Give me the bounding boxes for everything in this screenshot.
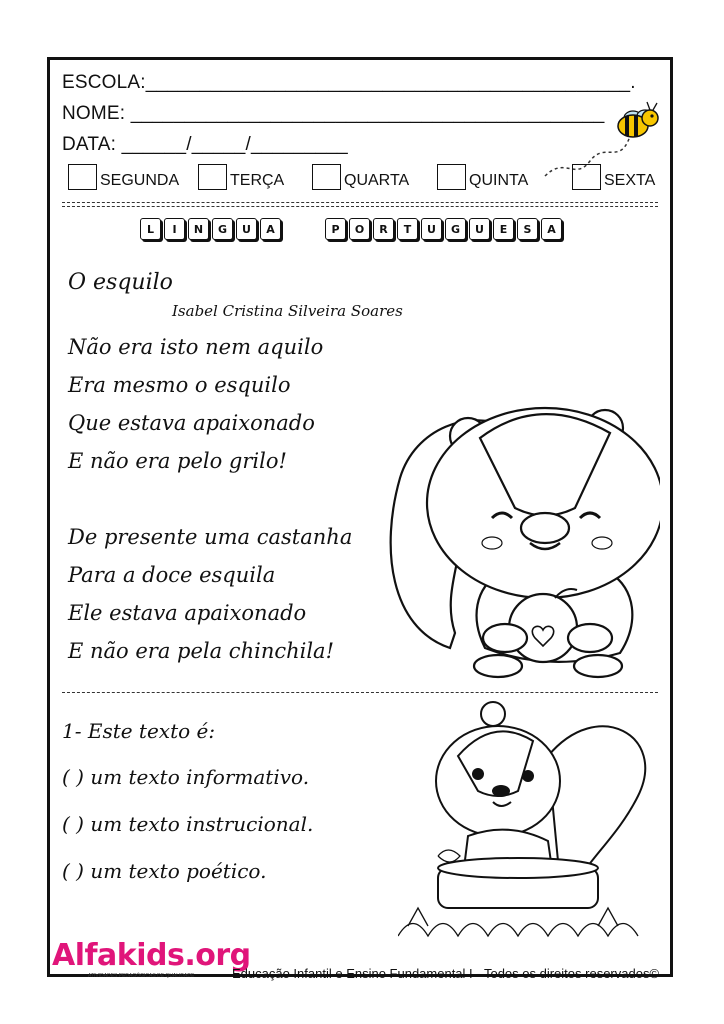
poem-line: Que estava apaixonado [68,411,315,435]
day-label: SEXTA [604,172,656,189]
day-label: SEGUNDA [100,172,180,189]
answer-option[interactable]: ( ) um texto poético. [62,859,267,883]
data-field: DATA: ______/_____/_________ [62,134,348,155]
letter-tile: G [445,218,466,240]
escola-field: ESCOLA:_____________________________________________. [62,72,636,93]
letter-tile: E [493,218,514,240]
alfakids-logo: Alfakids.org [52,938,251,973]
letter-tile: T [397,218,418,240]
letter-tile: I [164,218,185,240]
letter-tile: S [517,218,538,240]
letter-tile: A [260,218,281,240]
letter-tile: R [373,218,394,240]
day-quarta[interactable] [312,164,409,190]
day-terca[interactable] [198,164,284,190]
letter-tile: G [212,218,233,240]
squirrel-on-stump-illustration [398,696,663,956]
checkbox[interactable] [437,164,466,190]
letter-tile: U [469,218,490,240]
letter-tile: U [236,218,257,240]
checkbox[interactable] [572,164,601,190]
subject-word-lingua [140,218,281,240]
divider [62,692,658,693]
poem-line: Era mesmo o esquilo [68,373,291,397]
subject-word-portuguesa [325,218,562,240]
letter-tile: P [325,218,346,240]
day-label: QUARTA [344,172,410,189]
day-label: TERÇA [230,172,285,189]
letter-tile: U [421,218,442,240]
squirrel-illustration [380,398,660,688]
letter-tile: N [188,218,209,240]
checkbox[interactable] [312,164,341,190]
day-sexta[interactable] [572,164,655,190]
poem-line: De presente uma castanha [68,525,353,549]
letter-tile: A [541,218,562,240]
logo-tagline: ATIVIDADES PEDAGÓGICAS DE QUALIDADE [88,973,195,979]
day-quinta[interactable] [437,164,528,190]
divider [62,206,658,207]
poem-line: Para a doce esquila [68,563,276,587]
divider [62,202,658,203]
checkbox[interactable] [198,164,227,190]
letter-tile: L [140,218,161,240]
poem-line: Não era isto nem aquilo [68,335,324,359]
answer-option[interactable]: ( ) um texto informativo. [62,765,310,789]
letter-tile: O [349,218,370,240]
poem-author: Isabel Cristina Silveira Soares [172,302,403,320]
day-label: QUINTA [469,172,529,189]
nome-field: NOME: ____________________________________________ [62,103,605,124]
poem-line: E não era pelo grilo! [68,449,287,473]
poem-title: O esquilo [68,270,173,295]
poem-line: E não era pela chinchila! [68,639,335,663]
question-prompt: 1- Este texto é: [62,719,216,743]
day-segunda[interactable] [68,164,179,190]
answer-option[interactable]: ( ) um texto instrucional. [62,812,314,836]
copyright-footer: Educação Infantil e Ensino Fundamental I - Todos os direitos reservados© [232,966,660,981]
poem-line: Ele estava apaixonado [68,601,307,625]
checkbox[interactable] [68,164,97,190]
